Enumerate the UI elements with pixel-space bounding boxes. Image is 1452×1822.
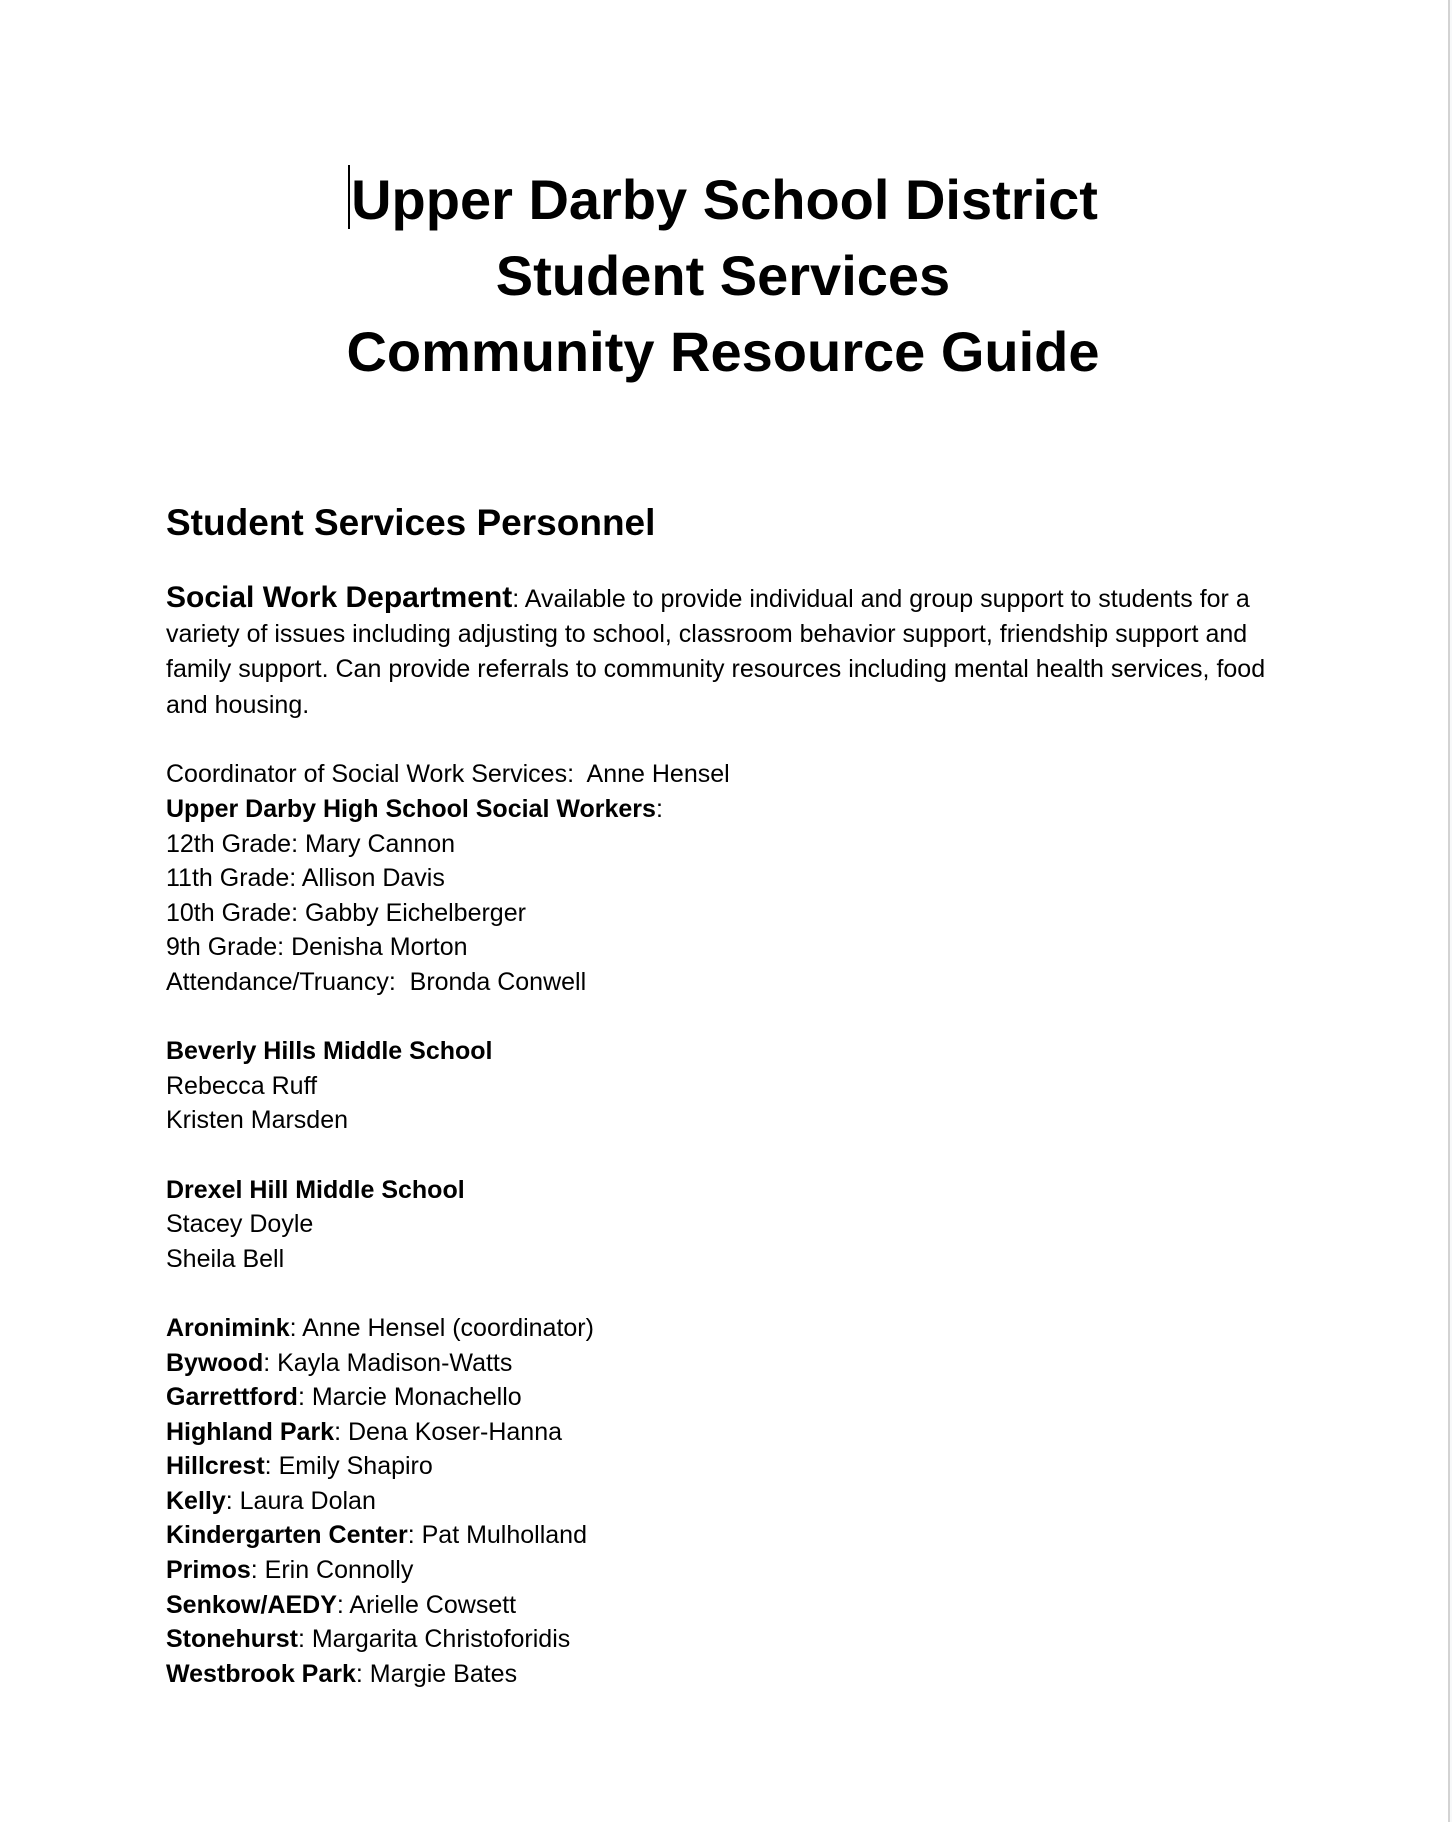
list-item: Kristen Marsden	[166, 1106, 349, 1135]
title-line-1: Upper Darby School District	[0, 162, 1446, 238]
text-cursor	[348, 165, 350, 229]
list-item: Stacey Doyle	[166, 1210, 314, 1239]
elementary-row: Aronimink: Anne Hensel (coordinator)	[166, 1313, 594, 1342]
elementary-row: Stonehurst: Margarita Christoforidis	[166, 1625, 571, 1654]
title-line-3: Community Resource Guide	[346, 320, 1100, 383]
title-line-2: Student Services	[495, 244, 951, 307]
list-item: Rebecca Ruff	[166, 1071, 318, 1100]
social-work-department-name: Social Work Department	[166, 581, 513, 614]
elementary-row: Kelly: Laura Dolan	[166, 1486, 376, 1515]
elementary-row: Kindergarten Center: Pat Mulholland	[166, 1521, 587, 1550]
high-school-heading: Upper Darby High School Social Workers:	[166, 795, 663, 823]
list-item: 11th Grade: Allison Davis	[166, 864, 445, 893]
social-work-description: : Available to provide individual and group support to students for a variety of issues including adjusting to school, classroom behavior support, friendship support and family support. Can provide referrals to community resources including mental health services, food and housing.	[166, 585, 1266, 719]
elementary-row: Bywood: Kayla Madison-Watts	[166, 1348, 513, 1377]
elementary-row: Westbrook Park: Margie Bates	[166, 1659, 518, 1688]
section-heading: Student Services Personnel	[166, 502, 656, 543]
elementary-row: Senkow/AEDY: Arielle Cowsett	[166, 1590, 517, 1619]
document-body	[166, 500, 1296, 1691]
elementary-row: Hillcrest: Emily Shapiro	[166, 1452, 433, 1481]
elementary-row: Garrettford: Marcie Monachello	[166, 1383, 522, 1412]
list-item: 12th Grade: Mary Cannon	[166, 829, 456, 858]
list-item: 10th Grade: Gabby Eichelberger	[166, 898, 526, 927]
beverly-hills-heading: Beverly Hills Middle School	[166, 1037, 493, 1066]
list-item: 9th Grade: Denisha Morton	[166, 933, 468, 962]
document-title	[0, 162, 1446, 390]
social-work-paragraph	[166, 580, 1296, 723]
drexel-hill-heading: Drexel Hill Middle School	[166, 1175, 465, 1204]
coordinator-line: Coordinator of Social Work Services: Anne Hensel	[166, 760, 730, 789]
list-item: Attendance/Truancy: Bronda Conwell	[166, 967, 587, 996]
elementary-row: Primos: Erin Connolly	[166, 1556, 414, 1585]
list-item: Sheila Bell	[166, 1244, 285, 1273]
elementary-row: Highland Park: Dena Koser-Hanna	[166, 1417, 562, 1446]
